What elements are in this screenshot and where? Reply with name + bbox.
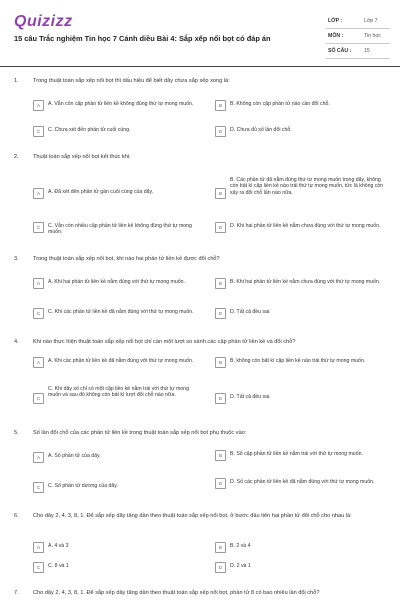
meta-value: Lớp 7 <box>364 18 378 24</box>
option-letter: A <box>33 452 44 463</box>
option-letter: B <box>215 100 226 111</box>
option-letter: D <box>215 222 226 233</box>
quizizz-logo: Quizizz <box>14 13 73 30</box>
option-text: C. Số phần tử dương của dãy. <box>48 483 118 489</box>
question-text: Số lần đổi chỗ của các phần tử liền kề trong thuật toán sắp xếp nổi bọt phụ thuộc vào: <box>33 430 247 436</box>
meta-row-class <box>326 14 390 29</box>
meta-box <box>326 14 390 59</box>
question-number: 2. <box>14 154 19 160</box>
option-text: C. Khi dãy số chỉ có một cặp liền kề nằm trái với thứ tự mong muốn và sau đó không còn bất kì lượt đổi chỗ nào nữa. <box>48 386 189 399</box>
option-text: B. Các phần tử đã nằm đúng thứ tự mong muốn trong dãy, không còn bất kì cặp liền kề nào trái thứ tự mong muốn, tức là không còn xảy ra đổi chỗ lần nào nữa. <box>230 177 384 196</box>
meta-row-count <box>326 44 390 59</box>
option-text: A. 4 và 3 <box>48 543 69 549</box>
option-text: C. 8 và 1 <box>48 563 69 569</box>
option-letter: B <box>215 542 226 553</box>
question-text: Cho dãy 2, 4, 3, 8, 1. Để sắp xếp dãy tăng dần theo thuật toán sắp xếp nổi bọt, phần tử 8 có bao nhiêu lần đổi chỗ? <box>33 590 320 596</box>
option-letter: C <box>33 562 44 573</box>
option-text: C. Chưa xét đến phần tử cuối cùng. <box>48 127 131 133</box>
option-letter: D <box>215 562 226 573</box>
meta-row-subject <box>326 29 390 44</box>
meta-label: MÔN : <box>328 33 344 39</box>
question-number: 6. <box>14 513 19 519</box>
question-text: Trong thuật toán sắp xếp nổi bọt, khi nào hai phần tử liền kề được đổi chỗ? <box>33 256 220 262</box>
page-title: 15 câu Trắc nghiệm Tin học 7 Cánh diều Bài 4: Sắp xếp nổi bọt có đáp án <box>14 34 271 43</box>
option-text: A. Số phần tử của dãy. <box>48 453 101 459</box>
option-text: A. Khi các phần tử liền kề đã nằm đúng với thứ tự mong muốn. <box>48 358 194 364</box>
option-letter: D <box>215 308 226 319</box>
option-text: A. Vẫn còn cặp phần tử liền kề không đúng thứ tự mong muốn. <box>48 101 194 107</box>
option-text: A. Đã xét đến phần tử gần cuối cùng của dãy. <box>48 189 154 195</box>
header <box>0 0 400 66</box>
option-letter: C <box>33 308 44 319</box>
option-letter: B <box>215 357 226 368</box>
question-number: 4. <box>14 339 19 345</box>
question-text: Thuật toán sắp xếp nổi bọt kết thúc khi: <box>33 154 131 160</box>
option-text: D. Khi hai phần tử liền kề nằm chưa đúng với thứ tự mong muốn. <box>230 223 381 229</box>
question-number: 7. <box>14 590 19 596</box>
option-letter: B <box>215 278 226 289</box>
header-divider <box>0 66 400 67</box>
option-text: D. Tất cả đều sai. <box>230 309 271 315</box>
option-text: B. Không còn cặp phần tử nào cần đổi chỗ. <box>230 101 330 107</box>
option-letter: C <box>33 393 44 404</box>
option-letter: D <box>215 393 226 404</box>
question-text: Trong thuật toán sắp xếp nổi bọt thì dấu hiệu để biết dãy chưa sắp xếp xong là: <box>33 78 230 84</box>
option-letter: C <box>33 126 44 137</box>
meta-label: LỚP : <box>328 18 343 24</box>
option-letter: B <box>215 188 226 199</box>
option-text: D. Chưa đủ số lần đổi chỗ. <box>230 127 292 133</box>
option-letter: A <box>33 278 44 289</box>
option-letter: A <box>33 100 44 111</box>
option-letter: A <box>33 542 44 553</box>
option-letter: D <box>215 478 226 489</box>
option-text: D. 2 và 1 <box>230 563 251 569</box>
option-text: D. Số các phần tử liền kề đã nằm đúng với thứ tự mong muốn. <box>230 479 375 485</box>
option-letter: B <box>215 450 226 461</box>
option-text: B. 2 và 4 <box>230 543 251 549</box>
option-text: A. Khi hai phần tử liền kề nằm đúng với thứ tự mong muốn. <box>48 279 185 285</box>
question-number: 5. <box>14 430 19 436</box>
option-letter: C <box>33 482 44 493</box>
option-letter: A <box>33 357 44 368</box>
option-text: B. Số cặp phần tử liền kề nằm trái với thứ tự mong muốn. <box>230 451 363 457</box>
question-text: Khi nào thực hiện thuật toán sắp xếp nổi bọt chỉ cần một lượt so sánh các cặp phần tử liền kề và đổi chỗ? <box>33 339 296 345</box>
meta-value: Tin học <box>364 33 381 39</box>
meta-value: 15 <box>364 48 370 54</box>
option-text: C. Khi các phần tử liền kề đã nằm đúng với thứ tự mong muốn. <box>48 309 194 315</box>
question-number: 1. <box>14 78 19 84</box>
option-text: D. Tất cả đều sai. <box>230 394 271 400</box>
option-text: B. Khi hai phần tử liền kề nằm chưa đúng với thứ tự mong muốn. <box>230 279 381 285</box>
option-letter: D <box>215 126 226 137</box>
option-letter: C <box>33 222 44 233</box>
option-letter: A <box>33 188 44 199</box>
question-text: Cho dãy 2, 4, 3, 8, 1. Để sắp xếp dãy tăng dần theo thuật toán sắp xếp nổi bọt, ở bước đầu tiên hai phần tử đổi chỗ cho nhau là: <box>33 513 352 519</box>
option-text: B. không còn bất kì cặp liền kề nào trái thứ tự mong muốn. <box>230 358 366 364</box>
question-number: 3. <box>14 256 19 262</box>
option-text: C. Vẫn còn nhiều cặp phần tử liền kề không đúng thứ tự mong muốn. <box>48 223 192 236</box>
meta-label: SỐ CÂU : <box>328 48 352 54</box>
